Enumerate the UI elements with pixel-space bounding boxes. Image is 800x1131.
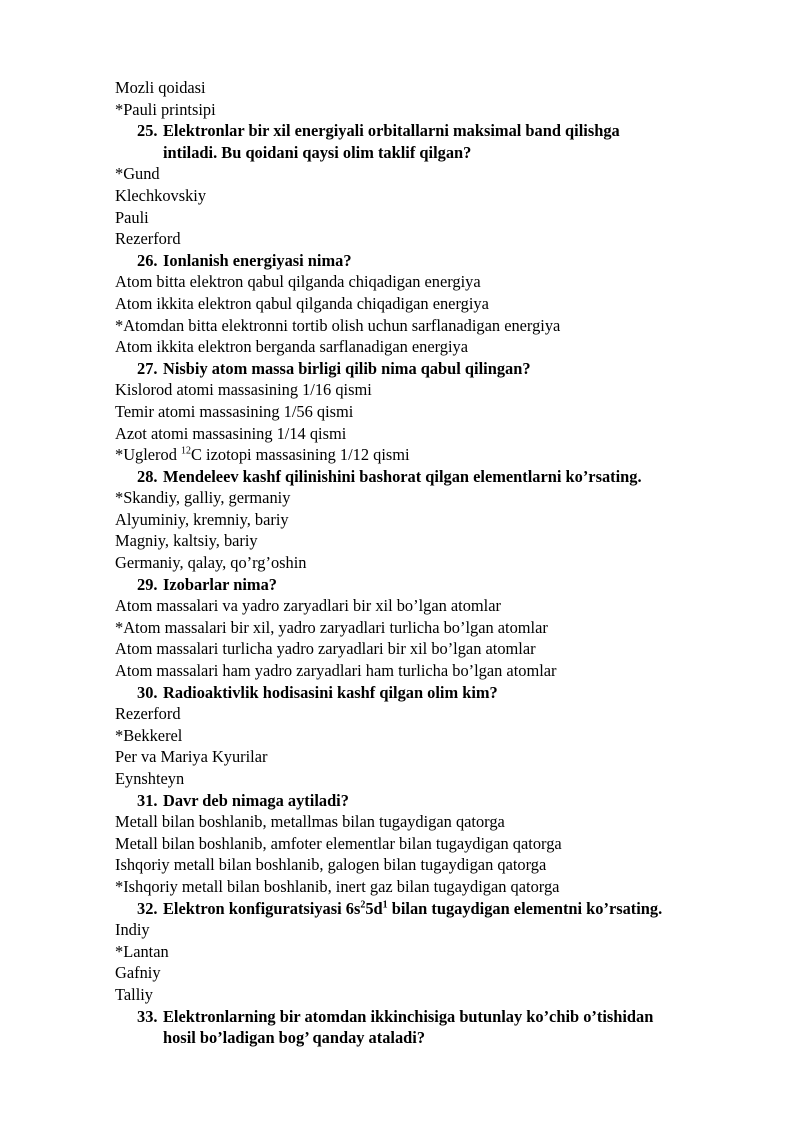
question-text-continuation: hosil bo’ladigan bog’ qanday ataladi? bbox=[163, 1028, 426, 1048]
answer-option: Atom ikkita elektron qabul qilganda chiqadigan energiya bbox=[115, 293, 489, 313]
answer-option: Gafniy bbox=[115, 963, 161, 983]
question-list bbox=[115, 77, 755, 1049]
answer-text: *Uglerod bbox=[115, 445, 182, 465]
question-text bbox=[163, 898, 755, 920]
question bbox=[115, 250, 755, 272]
question-text-continuation: intiladi. Bu qoidani qaysi olim taklif qilgan? bbox=[163, 142, 472, 162]
question-number: 31. bbox=[137, 790, 158, 810]
question bbox=[115, 682, 755, 704]
answer-option: *Atom massalari bir xil, yadro zaryadlari turlicha bo’lgan atomlar bbox=[115, 617, 548, 637]
question-text: Izobarlar nima? bbox=[163, 574, 277, 594]
answer-option: Klechkovskiy bbox=[115, 185, 207, 205]
question-text-part: 5d bbox=[365, 898, 383, 918]
question-number: 26. bbox=[137, 250, 158, 270]
answer-option: Ishqoriy metall bilan boshlanib, galogen bilan tugaydigan qatorga bbox=[115, 855, 547, 875]
question bbox=[115, 120, 755, 163]
answer-option: *Gund bbox=[115, 164, 160, 184]
answer-option: Rezerford bbox=[115, 704, 181, 724]
answer-option: Pauli bbox=[115, 207, 149, 227]
question-text: Elektronlarning bir atomdan ikkinchisiga butunlay ko’chib o’tishidan bbox=[163, 1006, 654, 1026]
answer-option: Atom bitta elektron qabul qilganda chiqadigan energiya bbox=[115, 272, 481, 292]
superscript: 2 bbox=[360, 899, 366, 911]
superscript: 12 bbox=[181, 445, 192, 457]
answer-option: *Atomdan bitta elektronni tortib olish uchun sarflanadigan energiya bbox=[115, 315, 561, 335]
question-number: 29. bbox=[137, 574, 158, 594]
answer-option: Rezerford bbox=[115, 229, 181, 249]
question bbox=[115, 466, 755, 488]
superscript: 1 bbox=[382, 899, 388, 911]
question-text-part: Elektron konfiguratsiyasi 6s bbox=[163, 898, 361, 918]
question-number: 33. bbox=[137, 1006, 158, 1026]
answer-option: Metall bilan boshlanib, amfoter elementlar bilan tugaydigan qatorga bbox=[115, 833, 562, 853]
question-text: Nisbiy atom massa birligi qilib nima qabul qilingan? bbox=[163, 358, 531, 378]
answer-option: Germaniy, qalay, qo’rg’oshin bbox=[115, 553, 307, 573]
answer-option: Temir atomi massasining 1/56 qismi bbox=[115, 401, 354, 421]
question-number: 25. bbox=[137, 121, 158, 141]
answer-option: Per va Mariya Kyurilar bbox=[115, 747, 268, 767]
question-text: Elektronlar bir xil energiyali orbitallarni maksimal band qilishga bbox=[163, 121, 620, 141]
answer-option: Eynshteyn bbox=[115, 769, 185, 788]
answer-option: *Pauli printsipi bbox=[115, 99, 216, 119]
answer-option: *Ishqoriy metall bilan boshlanib, inert gaz bilan tugaydigan qatorga bbox=[115, 876, 560, 896]
question-text: Davr deb nimaga aytiladi? bbox=[163, 790, 349, 810]
answer-option: Indiy bbox=[115, 920, 150, 940]
question-number: 32. bbox=[137, 898, 158, 918]
question bbox=[115, 358, 755, 380]
question-number: 27. bbox=[137, 358, 158, 378]
question bbox=[115, 790, 755, 812]
question bbox=[115, 1006, 755, 1049]
answer-option: Atom ikkita elektron berganda sarflanadigan energiya bbox=[115, 337, 469, 357]
answer-option: Azot atomi massasining 1/14 qismi bbox=[115, 423, 347, 443]
question-number: 28. bbox=[137, 466, 158, 486]
answer-option: Atom massalari turlicha yadro zaryadlari bir xil bo’lgan atomlar bbox=[115, 639, 536, 659]
answer-option: Kislorod atomi massasining 1/16 qismi bbox=[115, 380, 372, 400]
answer-option: Alyuminiy, kremniy, bariy bbox=[115, 509, 289, 529]
answer-option: Magniy, kaltsiy, bariy bbox=[115, 531, 258, 551]
answer-option: Talliy bbox=[115, 984, 153, 1004]
question bbox=[115, 898, 755, 920]
answer-option: *Skandiy, galliy, germaniy bbox=[115, 488, 291, 508]
answer-text: C izotopi massasining 1/12 qismi bbox=[191, 445, 410, 465]
answer-option: *Lantan bbox=[115, 941, 169, 961]
question-text: Ionlanish energiyasi nima? bbox=[163, 250, 352, 270]
answer-option bbox=[115, 444, 755, 466]
answer-option: Metall bilan boshlanib, metallmas bilan tugaydigan qatorga bbox=[115, 812, 505, 832]
question bbox=[115, 574, 755, 596]
question-text: Mendeleev kashf qilinishini bashorat qilgan elementlarni ko’rsating. bbox=[163, 466, 642, 486]
answer-option: *Bekkerel bbox=[115, 725, 183, 745]
question-text: Radioaktivlik hodisasini kashf qilgan olim kim? bbox=[163, 682, 498, 702]
answer-option: Atom massalari ham yadro zaryadlari ham turlicha bo’lgan atomlar bbox=[115, 661, 557, 681]
answer-option: Mozli qoidasi bbox=[115, 78, 206, 97]
question-number: 30. bbox=[137, 682, 158, 702]
question-text-part: bilan tugaydigan elementni ko’rsating. bbox=[387, 898, 663, 918]
answer-option: Atom massalari va yadro zaryadlari bir xil bo’lgan atomlar bbox=[115, 596, 501, 616]
